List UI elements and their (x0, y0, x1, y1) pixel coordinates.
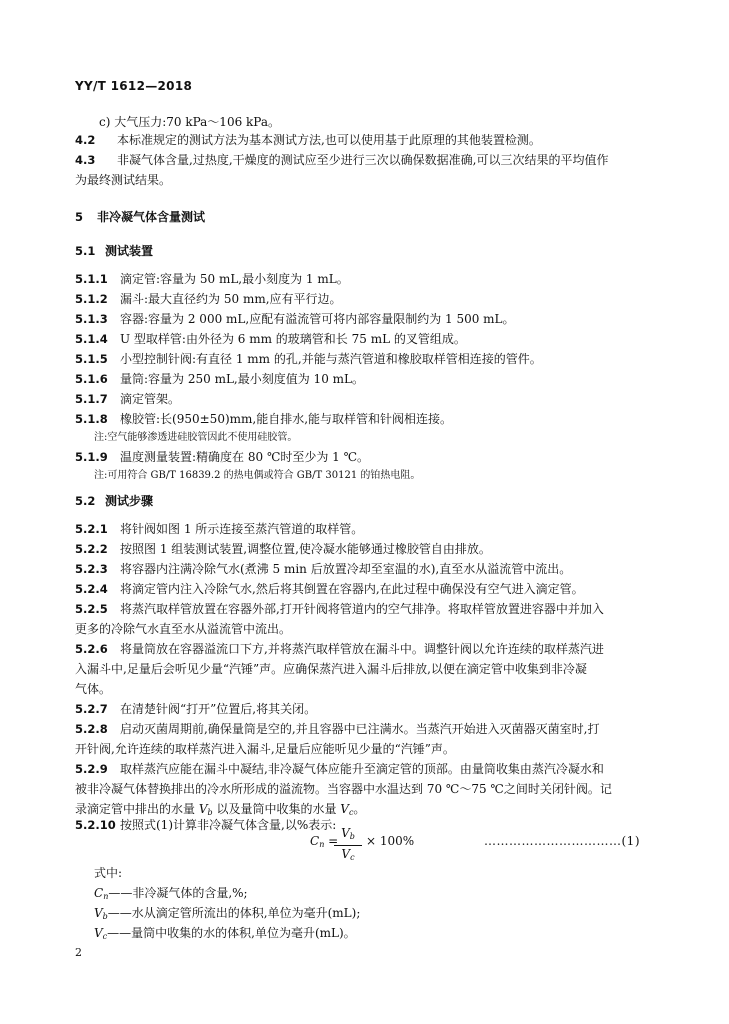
clause-number: 5.1.5 (75, 352, 108, 366)
clause-number: 5.2.10 (75, 818, 116, 832)
clause-number: 5.1.4 (75, 332, 108, 346)
clause-number: 5.1.1 (75, 272, 108, 286)
section-heading-5 (75, 210, 205, 224)
clause-number: 5.2.9 (75, 762, 108, 776)
fraction-bar (334, 845, 362, 846)
clause-5-1-5 (75, 352, 542, 366)
definition-vc (94, 926, 356, 944)
clause-text: 小型控制针阀:有直径 1 mm 的孔,并能与蒸汽管道和橡胶取样管相连接的管件。 (120, 352, 542, 366)
symbol-vb (199, 802, 213, 816)
clause-text: 将容器内注满冷除气水(煮沸 5 min 后放置冷却至室温的水),直至水从溢流管中流出。 (120, 562, 572, 576)
clause-number: 5.2.1 (75, 522, 108, 536)
clause-text-continued: 为最终测试结果。 (75, 173, 172, 187)
clause-number: 5.1.3 (75, 312, 108, 326)
symbol-letter: V (198, 802, 208, 816)
clause-5-2-4 (75, 582, 584, 596)
formula-number: ……………………………(1) (484, 834, 640, 848)
symbol-subscript: c (102, 932, 108, 941)
clause-text-continued: 气体。 (75, 682, 112, 696)
definition-vb (94, 906, 360, 924)
symbol-vc (340, 802, 353, 816)
clause-5-2-5 (75, 602, 604, 616)
section-title: 测试装置 (105, 244, 154, 258)
clause-number: 5.1.8 (75, 412, 108, 426)
symbol-letter: V (94, 906, 103, 920)
symbol-letter: V (341, 847, 351, 861)
clause-text: 量筒:容量为 250 mL,最小刻度值为 10 mL。 (120, 372, 364, 386)
page-number: 2 (75, 946, 82, 959)
clause-number: 5.2.3 (75, 562, 108, 576)
clause-text: 将蒸汽取样管放置在容器外部,打开针阀将管道内的空气排净。将取样管放置进容器中并加入 (120, 602, 604, 616)
clause-number: 5.2.4 (75, 582, 108, 596)
clause-5-1-1 (75, 272, 349, 286)
clause-number: 4.3 (75, 153, 96, 167)
symbol-cn (94, 886, 108, 900)
definition-cn (94, 886, 248, 904)
clause-text: 按照图 1 组装测试装置,调整位置,使冷凝水能够通过橡胶管自由排放。 (120, 542, 491, 556)
clause-5-2-8 (75, 722, 599, 736)
document-id: YY/T 1612—2018 (75, 79, 193, 93)
symbol-letter: C (94, 886, 104, 900)
clause-text: 容器:容量为 2 000 mL,应配有溢流管可将内部容量限制约为 1 500 mL。 (120, 312, 515, 326)
section-number: 5.1 (75, 244, 96, 258)
clause-text: 非凝气体含量,过热度,干燥度的测试应至少进行三次以确保数据准确,可以三次结果的平均值作 (117, 153, 609, 167)
section-title: 非冷凝气体含量测试 (97, 210, 206, 224)
clause-text: 滴定管架。 (120, 392, 181, 406)
note-silicone-tube: 注:空气能够渗透进硅胶管因此不使用硅胶管。 (94, 432, 298, 443)
clause-number: 5.1.6 (75, 372, 108, 386)
symbol-letter: V (340, 802, 349, 816)
clause-5-2-7 (75, 702, 316, 716)
symbol-subscript: c (350, 853, 355, 862)
section-number: 5 (75, 210, 84, 224)
clause-5-1-6 (75, 372, 364, 386)
section-title: 测试步骤 (105, 494, 154, 508)
text-fragment: 以及量筒中收集的水量 (212, 802, 341, 816)
formula-rhs: × 100% (366, 834, 415, 848)
definition-text: ——非冷凝气体的含量,%; (108, 886, 248, 900)
text-fragment: 。 (353, 802, 366, 816)
clause-text: 本标准规定的测试方法为基本测试方法,也可以使用基于此原理的其他装置检测。 (117, 133, 541, 147)
formula-1 (310, 826, 450, 860)
clause-text-continued: 开针阀,允许连续的取样蒸汽进入漏斗,足量后应能听见少量的“汽锤”声。 (75, 742, 455, 756)
clause-text: 启动灭菌周期前,确保量筒是空的,并且容器中已注满水。当蒸汽开始进入灭菌器灭菌室时,打 (120, 722, 600, 736)
formula-fraction (334, 826, 362, 865)
formula-lhs: $C_n$ = (310, 834, 339, 849)
clause-4-2 (75, 133, 541, 147)
where-title: 式中: (94, 866, 123, 880)
clause-text-continued: 被非冷凝气体替换排出的冷水所形成的溢流物。当容器中水温达到 70 ℃～75 ℃之间时关闭针阀。记 (75, 782, 612, 796)
clause-5-1-9 (75, 450, 369, 464)
symbol-subscript: b (349, 832, 355, 841)
clause-number: 5.2.2 (75, 542, 108, 556)
clause-text: 橡胶管:长(950±50)mm,能自排水,能与取样管和针阀相连接。 (120, 412, 453, 426)
note-thermocouple: 注:可用符合 GB/T 16839.2 的热电偶或符合 GB/T 30121 的铂热电阻。 (94, 470, 421, 481)
clause-text: 滴定管:容量为 50 mL,最小刻度为 1 mL。 (120, 272, 349, 286)
clause-text: 取样蒸汽应能在漏斗中凝结,非冷凝气体应能升至滴定管的顶部。由量筒收集由蒸汽冷凝水和 (120, 762, 604, 776)
clause-5-1-3 (75, 312, 515, 326)
clause-number: 5.2.8 (75, 722, 108, 736)
clause-number: 5.1.7 (75, 392, 108, 406)
symbol-vc (94, 926, 107, 940)
clause-text-continued: 更多的冷除气水直至水从溢流管中流出。 (75, 622, 292, 636)
clause-text: 漏斗:最大直径约为 50 mm,应有平行边。 (120, 292, 342, 306)
clause-text: 将量筒放在容器溢流口下方,并将蒸汽取样管放在漏斗中。调整针阀以允许连续的取样蒸汽进 (120, 642, 604, 656)
definition-text: ——量筒中收集的水的体积,单位为毫升(mL)。 (107, 926, 356, 940)
clause-number: 5.2.7 (75, 702, 108, 716)
clause-5-2-2 (75, 542, 491, 556)
symbol-letter: C (310, 834, 320, 848)
symbol-subscript: c (348, 808, 354, 817)
clause-number: 4.2 (75, 133, 96, 147)
symbol-subscript: n (103, 892, 109, 901)
clause-text: 按照式(1)计算非冷凝气体含量,以%表示: (120, 818, 337, 832)
clause-text: U 型取样管:由外径为 6 mm 的玻璃管和长 75 mL 的叉管组成。 (120, 332, 466, 346)
clause-4-3 (75, 153, 608, 167)
list-item-c: c) 大气压力:70 kPa～106 kPa。 (99, 115, 280, 129)
clause-text: 将滴定管内注入冷除气水,然后将其倒置在容器内,在此过程中确保没有空气进入滴定管。 (120, 582, 584, 596)
clause-text: 在清楚针阀“打开”位置后,将其关闭。 (120, 702, 317, 716)
symbol-vb (94, 906, 108, 920)
clause-number: 5.2.6 (75, 642, 108, 656)
clause-5-2-9 (75, 762, 604, 776)
clause-5-2-3 (75, 562, 571, 576)
section-heading-5-2 (75, 494, 153, 508)
clause-5-2-1 (75, 522, 363, 536)
definition-text: ——水从滴定管所流出的体积,单位为毫升(mL); (107, 906, 361, 920)
symbol-subscript: n (319, 840, 325, 849)
clause-5-1-8 (75, 412, 452, 426)
clause-5-2-6 (75, 642, 604, 656)
symbol-letter: V (94, 926, 103, 940)
section-number: 5.2 (75, 494, 96, 508)
fraction-numerator (334, 826, 362, 844)
symbol-letter: V (341, 826, 350, 840)
clause-text: 将针阀如图 1 所示连接至蒸汽管道的取样管。 (120, 522, 364, 536)
clause-number: 5.1.9 (75, 450, 108, 464)
clause-number: 5.2.5 (75, 602, 108, 616)
clause-5-1-7 (75, 392, 180, 406)
section-heading-5-1 (75, 244, 153, 258)
fraction-denominator (334, 847, 362, 865)
symbol-subscript: b (207, 808, 213, 817)
symbol-subscript: b (102, 912, 108, 921)
text-fragment: 录滴定管中排出的水量 (75, 802, 199, 816)
clause-5-1-4 (75, 332, 466, 346)
clause-5-2-10 (75, 818, 336, 832)
clause-5-1-2 (75, 292, 342, 306)
clause-number: 5.1.2 (75, 292, 108, 306)
clause-text-continued: 入漏斗中,足量后会听见少量“汽锤”声。应确保蒸汽进入漏斗后排放,以便在滴定管中收集到非冷凝 (75, 662, 587, 676)
clause-text: 温度测量装置:精确度在 80 ℃时至少为 1 ℃。 (120, 450, 370, 464)
